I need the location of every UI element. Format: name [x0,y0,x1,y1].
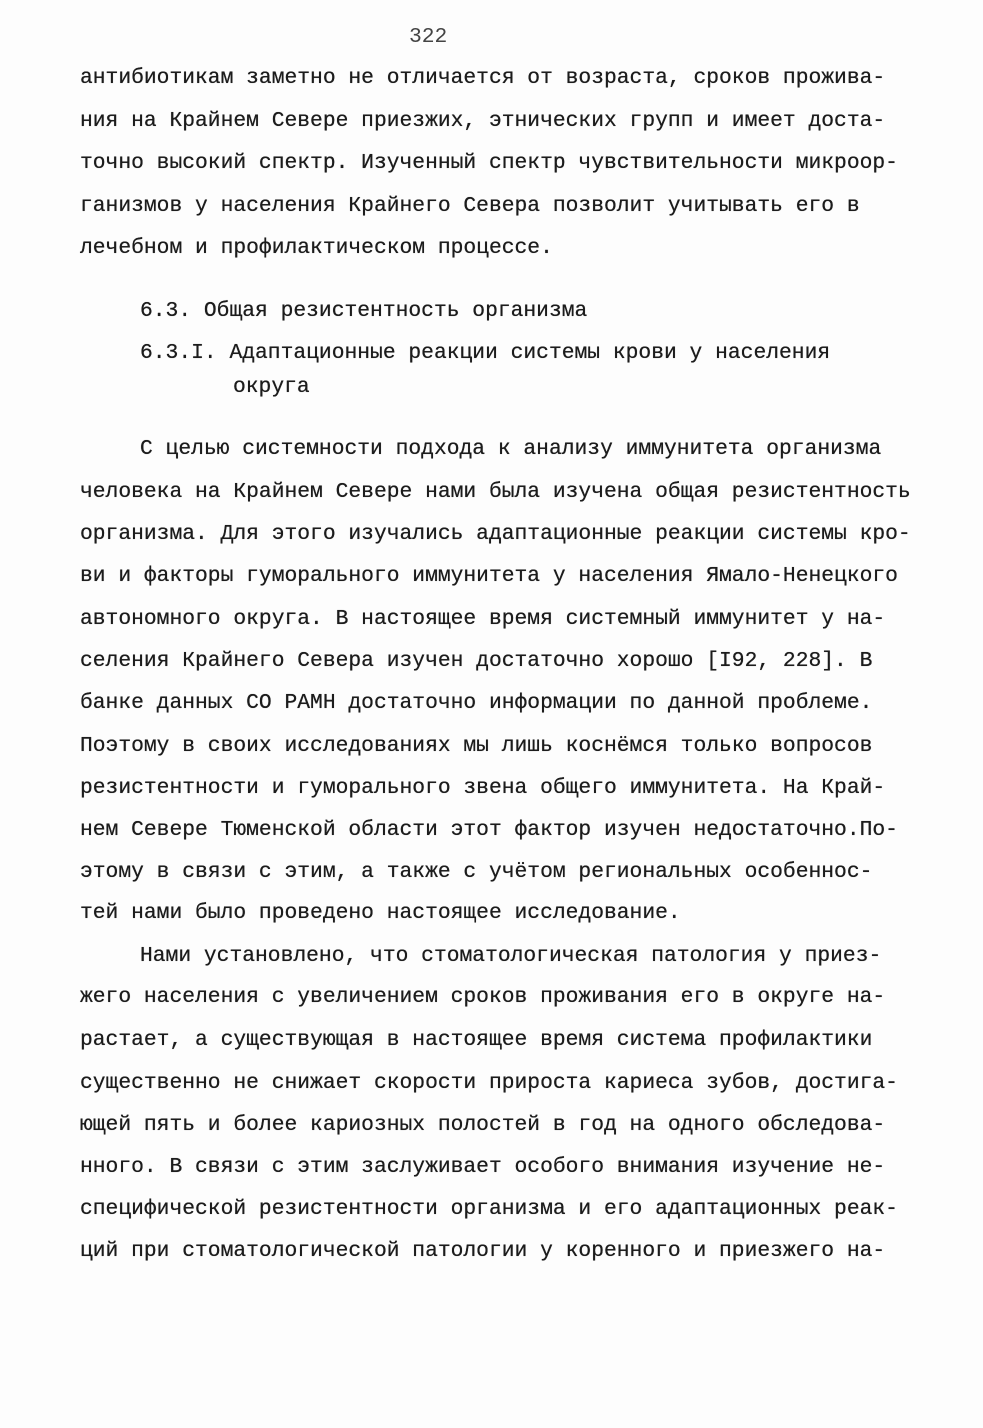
text-line: ви и факторы гуморального иммунитета у населения Ямало-Ненецкого [80,564,898,588]
text-line: тей нами было проведено настоящее исследование. [80,901,681,925]
text-line: антибиотикам заметно не отличается от возраста, сроков прожива- [80,66,886,90]
text-line: ганизмов у населения Крайнего Севера позволит учитывать его в [80,194,860,218]
text-line: Поэтому в своих исследованиях мы лишь коснёмся только вопросов [80,734,873,758]
text-line: С целью системности подхода к анализу иммунитета организма [140,437,882,461]
text-line: автономного округа. В настоящее время системный иммунитет у на- [80,607,886,631]
text-line: точно высокий спектр. Изученный спектр чувствительности микроор- [80,151,898,175]
text-line: организма. Для этого изучались адаптационные реакции системы кро- [80,522,911,546]
text-line: ния на Крайнем Севере приезжих, этнических групп и имеет доста- [80,109,886,133]
text-line: существенно не снижает скорости прироста кариеса зубов, достига- [80,1071,898,1095]
text-line: растает, а существующая в настоящее время система профилактики [80,1028,873,1052]
text-line: ций при стоматологической патологии у коренного и приезжего на- [80,1239,886,1263]
text-line: резистентности и гуморального звена общего иммунитета. На Край- [80,776,886,800]
section-heading: 6.3. Общая резистентность организма [140,299,588,323]
text-line: лечебном и профилактическом процессе. [80,236,553,260]
text-line: специфической резистентности организма и его адаптационных реак- [80,1197,898,1221]
text-line: ющей пять и более кариозных полостей в год на одного обследова- [80,1113,886,1137]
text-line: селения Крайнего Севера изучен достаточно хорошо [I92, 228]. В [80,649,873,673]
subsection-heading-line: 6.3.I. Адаптационные реакции системы крови у населения [140,341,831,365]
text-line: нного. В связи с этим заслуживает особого внимания изучение не- [80,1155,886,1179]
text-line: этому в связи с этим, а также с учётом региональных особеннос- [80,860,873,884]
page-number: 322 [409,25,448,49]
text-line: нем Севере Тюменской области этот фактор изучен недостаточно.По- [80,818,898,842]
text-line: человека на Крайнем Севере нами была изучена общая резистентность [80,480,911,504]
text-line: Нами установлено, что стоматологическая патология у приез- [140,944,882,968]
text-line: жего населения с увеличением сроков проживания его в округе на- [80,985,886,1009]
subsection-heading-line: округа [233,375,310,399]
text-line: банке данных СО РАМН достаточно информации по данной проблеме. [80,691,873,715]
